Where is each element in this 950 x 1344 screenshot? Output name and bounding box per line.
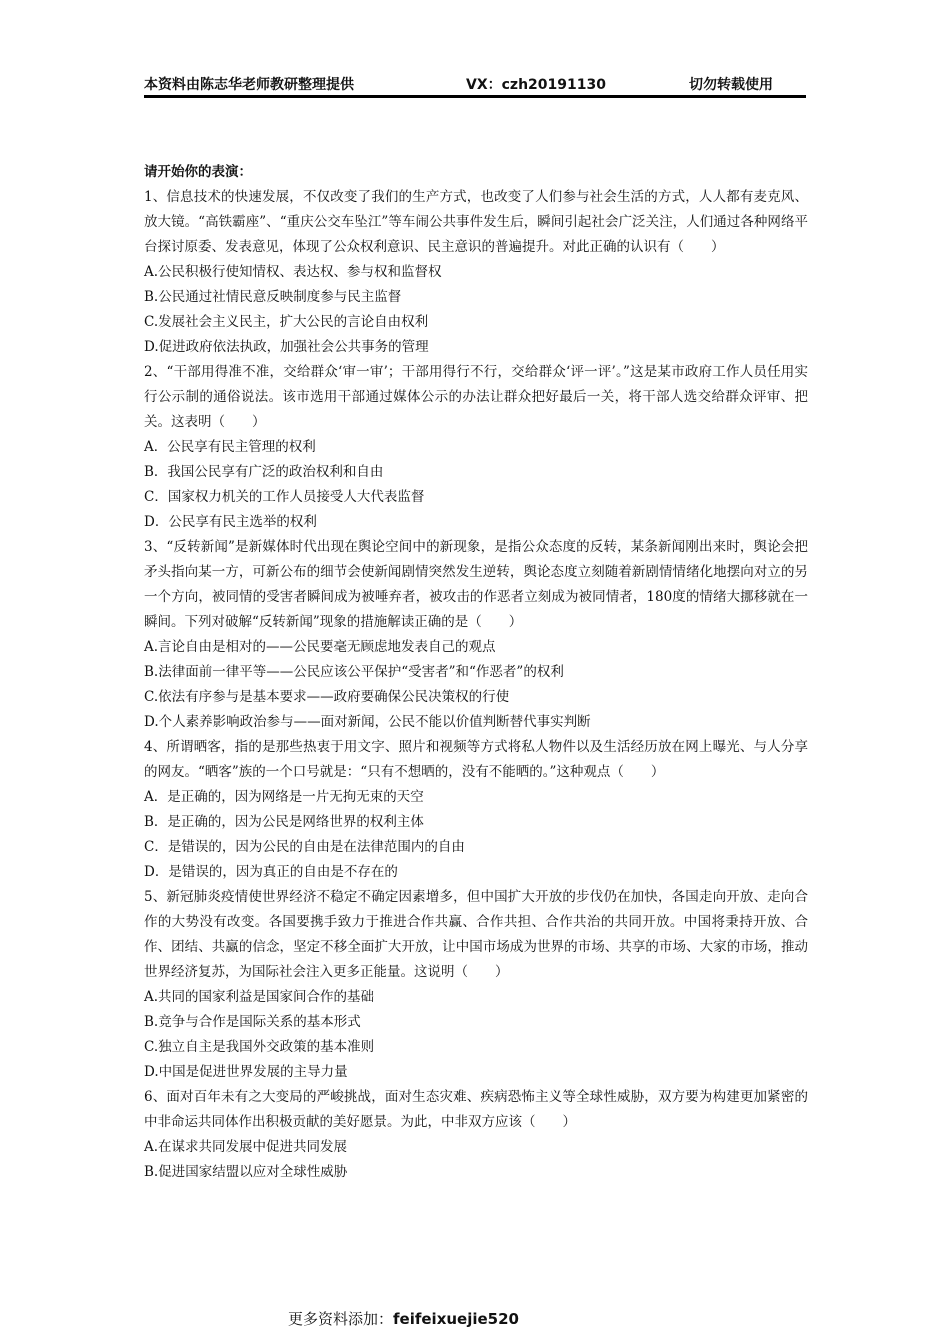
question-5-option-a: A.共同的国家利益是国家间合作的基础 bbox=[144, 989, 375, 1005]
document-body bbox=[144, 160, 808, 1185]
question-1-option-c: C.发展社会主义民主，扩大公民的言论自由权利 bbox=[144, 314, 429, 330]
question-3-option-b: B.法律面前一律平等——公民应该公平保护“受害者”和“作恶者”的权利 bbox=[144, 664, 564, 680]
question-1-option-d: D.促进政府依法执政，加强社会公共事务的管理 bbox=[144, 339, 429, 355]
page-header bbox=[144, 72, 806, 96]
section-intro: 请开始你的表演： bbox=[144, 164, 252, 180]
header-notice: 切勿转载使用 bbox=[689, 77, 773, 93]
page-footer bbox=[288, 1308, 519, 1329]
question-2-option-b: B．我国公民享有广泛的政治权利和自由 bbox=[144, 464, 384, 480]
question-5-option-b: B.竞争与合作是国际关系的基本形式 bbox=[144, 1014, 361, 1030]
question-3-option-a: A.言论自由是相对的——公民要毫无顾虑地发表自己的观点 bbox=[144, 639, 496, 655]
question-1-option-a: A.公民积极行使知情权、表达权、参与权和监督权 bbox=[144, 264, 442, 280]
header-rule bbox=[144, 95, 806, 98]
question-2-option-d: D．公民享有民主选举的权利 bbox=[144, 514, 317, 530]
question-3-option-c: C.依法有序参与是基本要求——政府要确保公民决策权的行使 bbox=[144, 689, 510, 705]
question-2-stem: 2、“干部用得准不准，交给群众‘审一审’；干部用得行不行，交给群众‘评一评’。”这是某市政府工作人员任用实行公示制的通俗说法。该市选用干部通过媒体公示的办法让群众把好最后一关，将干部人选交给群众评审、把关。这表明（ ） bbox=[144, 364, 808, 430]
question-4-option-a: A．是正确的，因为网络是一片无拘无束的天空 bbox=[144, 789, 424, 805]
question-6-option-b: B.促进国家结盟以应对全球性威胁 bbox=[144, 1164, 348, 1180]
question-2-option-c: C．国家权力机关的工作人员接受人大代表监督 bbox=[144, 489, 425, 505]
question-6-stem: 6、面对百年未有之大变局的严峻挑战，面对生态灾难、疾病恐怖主义等全球性威胁，双方要为构建更加紧密的中非命运共同体作出积极贡献的美好愿景。为此，中非双方应该（ ） bbox=[144, 1089, 808, 1130]
question-4-option-d: D．是错误的，因为真正的自由是不存在的 bbox=[144, 864, 398, 880]
question-5-stem: 5、新冠肺炎疫情使世界经济不稳定不确定因素增多，但中国扩大开放的步伐仍在加快，各国走向开放、走向合作的大势没有改变。各国要携手致力于推进合作共赢、合作共担、合作共治的共同开放。中国将秉持开放、合作、团结、共赢的信念，坚定不移全面扩大开放，让中国市场成为世界的市场、共享的市场、大家的市场，推动世界经济复苏，为国际社会注入更多正能量。这说明（ ） bbox=[144, 889, 808, 980]
question-4-option-c: C．是错误的，因为公民的自由是在法律范围内的自由 bbox=[144, 839, 465, 855]
question-5-option-d: D.中国是促进世界发展的主导力量 bbox=[144, 1064, 348, 1080]
header-contact: VX：czh20191130 bbox=[466, 77, 606, 93]
question-4-option-b: B．是正确的，因为公民是网络世界的权利主体 bbox=[144, 814, 424, 830]
question-5-option-c: C.独立自主是我国外交政策的基本准则 bbox=[144, 1039, 375, 1055]
question-2-option-a: A．公民享有民主管理的权利 bbox=[144, 439, 316, 455]
footer-label: 更多资料添加： bbox=[288, 1310, 394, 1328]
question-1-option-b: B.公民通过社情民意反映制度参与民主监督 bbox=[144, 289, 402, 305]
question-3-stem: 3、“反转新闻”是新媒体时代出现在舆论空间中的新现象，是指公众态度的反转，某条新闻刚出来时，舆论会把矛头指向某一方，可新公布的细节会使新闻剧情突然发生逆转，舆论态度立刻随着新剧情情绪化地摆向对立的另一个方向，被同情的受害者瞬间成为被唾弃者，被攻击的作恶者立刻成为被同情者，180度的情绪大挪移就在一瞬间。下列对破解“反转新闻”现象的措施解读正确的是（ ） bbox=[144, 539, 808, 630]
question-6-option-a: A.在谋求共同发展中促进共同发展 bbox=[144, 1139, 348, 1155]
header-source: 本资料由陈志华老师教研整理提供 bbox=[144, 77, 354, 93]
question-1-stem: 1、信息技术的快速发展，不仅改变了我们的生产方式，也改变了人们参与社会生活的方式，人人都有麦克风、放大镜。“高铁霸座”、“重庆公交车坠江”等车闹公共事件发生后，瞬间引起社会广泛关注，人们通过各种网络平台探讨原委、发表意见，体现了公众权利意识、民主意识的普遍提升。对此正确的认识有（ ） bbox=[144, 189, 808, 255]
question-4-stem: 4、所谓晒客，指的是那些热衷于用文字、照片和视频等方式将私人物件以及生活经历放在网上曝光、与人分享的网友。“晒客”族的一个口号就是：“只有不想晒的，没有不能晒的。”这种观点（ ） bbox=[144, 739, 808, 780]
question-3-option-d: D.个人素养影响政治参与——面对新闻，公民不能以价值判断替代事实判断 bbox=[144, 714, 591, 730]
footer-handle: feifeixuejie520 bbox=[393, 1310, 519, 1328]
